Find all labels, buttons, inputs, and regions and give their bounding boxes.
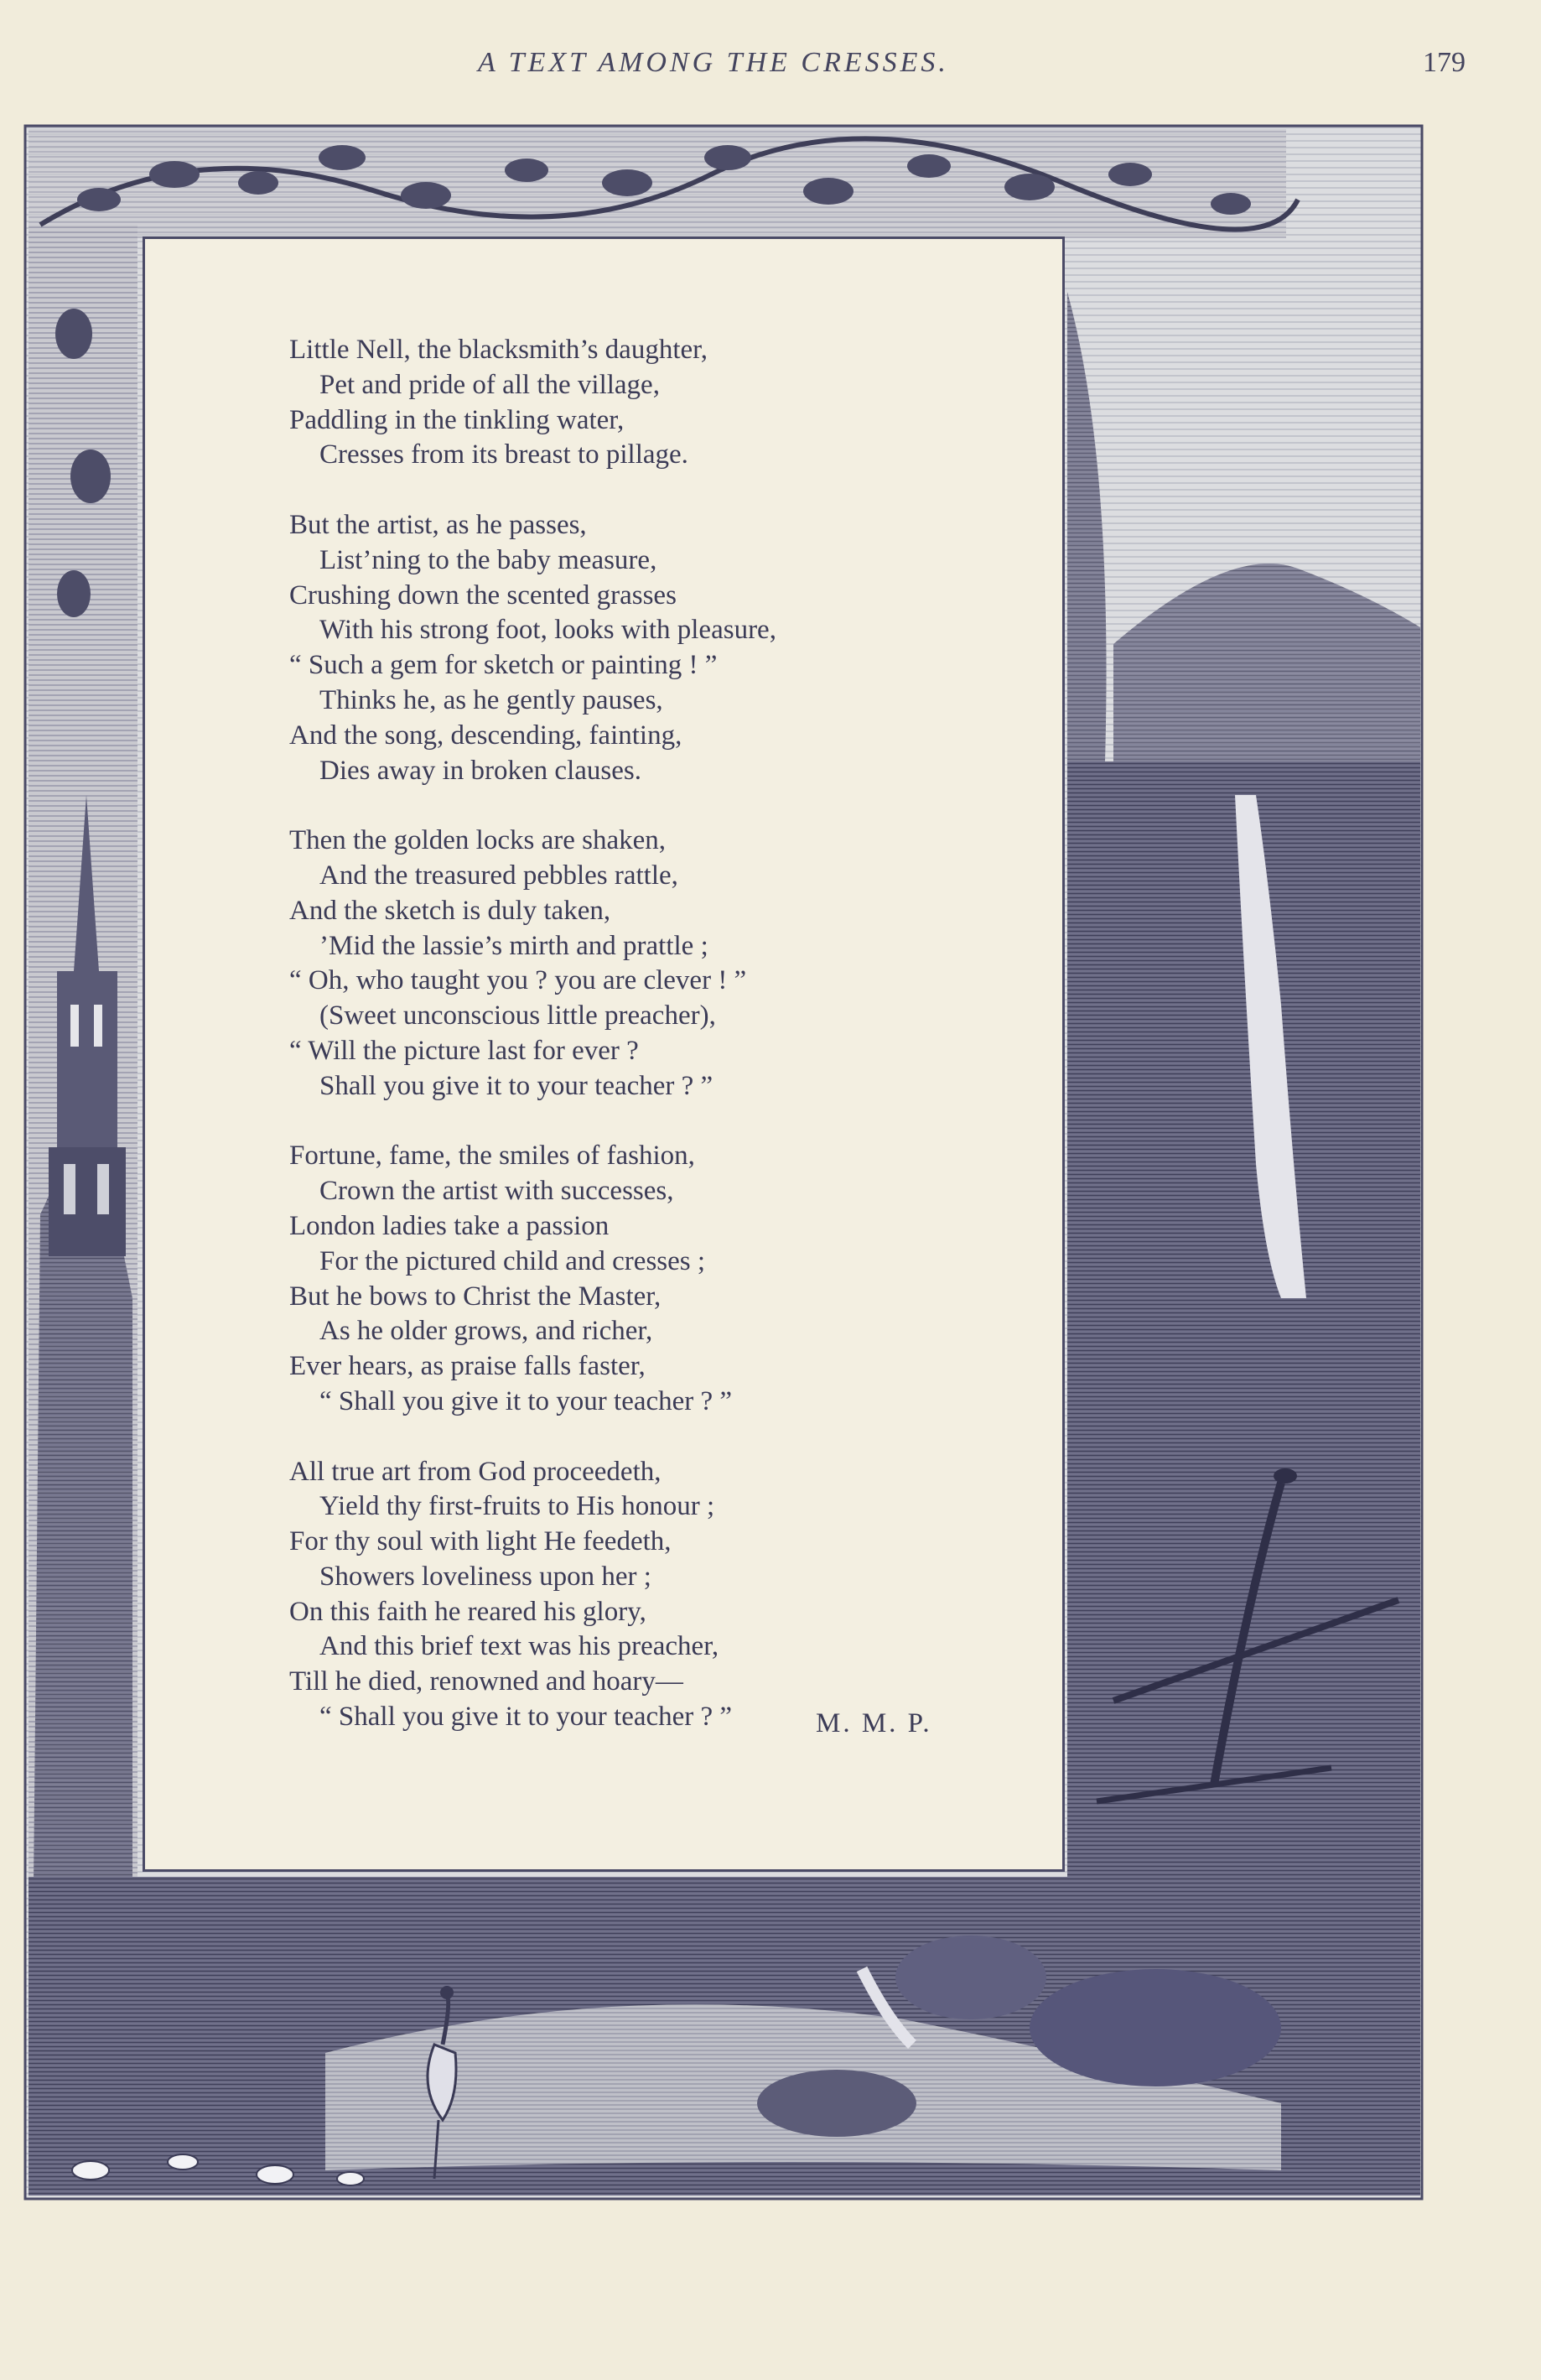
rock <box>895 1936 1046 2019</box>
poem-line: Fortune, fame, the smiles of fashion, <box>289 1141 695 1172</box>
poem-line: And the song, descending, fainting, <box>289 720 682 751</box>
poem-line: (Sweet unconscious little preacher), <box>319 1000 716 1032</box>
rock <box>757 2070 916 2137</box>
poem-line: But the artist, as he passes, <box>289 509 587 540</box>
author-signature: M. M. P. <box>816 1708 932 1738</box>
poem-line: For thy soul with light He feedeth, <box>289 1526 672 1557</box>
poem-line: Crushing down the scented grasses <box>289 579 677 611</box>
poem-text <box>289 333 1044 1770</box>
poem-line: Ever hears, as praise falls faster, <box>289 1351 646 1382</box>
poem-line: Then the golden locks are shaken, <box>289 825 667 856</box>
running-head <box>0 47 1541 89</box>
bird-on-branch <box>1274 1468 1297 1484</box>
poem-line: “ Shall you give it to your teacher ? ” <box>319 1702 733 1733</box>
poem-line: ’Mid the lassie’s mirth and prattle ; <box>319 930 708 961</box>
poem-line: “ Shall you give it to your teacher ? ” <box>319 1385 733 1416</box>
poem-line: Dies away in broken clauses. <box>319 755 641 786</box>
poem-line: Shall you give it to your teacher ? ” <box>319 1070 713 1101</box>
poem-line: “ Will the picture last for ever ? <box>289 1035 639 1066</box>
poem-line: Little Nell, the blacksmith’s daughter, <box>289 335 708 365</box>
rock <box>1030 1969 1281 2086</box>
poem-line: Crown the artist with successes, <box>319 1176 674 1207</box>
poem-line: Yield thy first-fruits to His honour ; <box>319 1491 715 1522</box>
poem-line: Pet and pride of all the village, <box>319 369 660 400</box>
poem-line: And the sketch is duly taken, <box>289 895 611 926</box>
poem-line: As he older grows, and richer, <box>319 1316 653 1347</box>
poem-line: On this faith he reared his glory, <box>289 1596 646 1627</box>
poem-line: London ladies take a passion <box>289 1210 610 1241</box>
stanza-2 <box>289 508 1044 788</box>
stanza-4 <box>289 1139 1044 1419</box>
stanza-1 <box>289 333 1044 473</box>
running-title: A TEXT AMONG THE CRESSES. <box>478 47 949 78</box>
stanza-5 <box>289 1455 1044 1735</box>
poem-line: Showers loveliness upon her ; <box>319 1561 651 1592</box>
page-number: 179 <box>1423 47 1466 78</box>
stanza-3 <box>289 824 1044 1104</box>
poem-line: Cresses from its breast to pillage. <box>319 439 688 470</box>
poem-line: With his strong foot, looks with pleasure, <box>319 615 776 646</box>
poem-line: And the treasured pebbles rattle, <box>319 860 678 891</box>
top-vine-border <box>29 129 1286 238</box>
poem-line: For the pictured child and cresses ; <box>319 1245 706 1276</box>
poem-line: Till he died, renowned and hoary— <box>289 1666 683 1697</box>
poem-line: List’ning to the baby measure, <box>319 544 657 575</box>
poem-line: And this brief text was his preacher, <box>319 1631 719 1662</box>
poem-line: But he bows to Christ the Master, <box>289 1281 662 1312</box>
poem-line: Paddling in the tinkling water, <box>289 404 625 435</box>
poem-line: “ Such a gem for sketch or painting ! ” <box>289 650 718 681</box>
poem-line: Thinks he, as he gently pauses, <box>319 684 663 715</box>
poem-line: “ Oh, who taught you ? you are clever ! ” <box>289 965 747 996</box>
poem-line: All true art from God proceedeth, <box>289 1456 662 1487</box>
poem-panel <box>143 236 1065 1872</box>
